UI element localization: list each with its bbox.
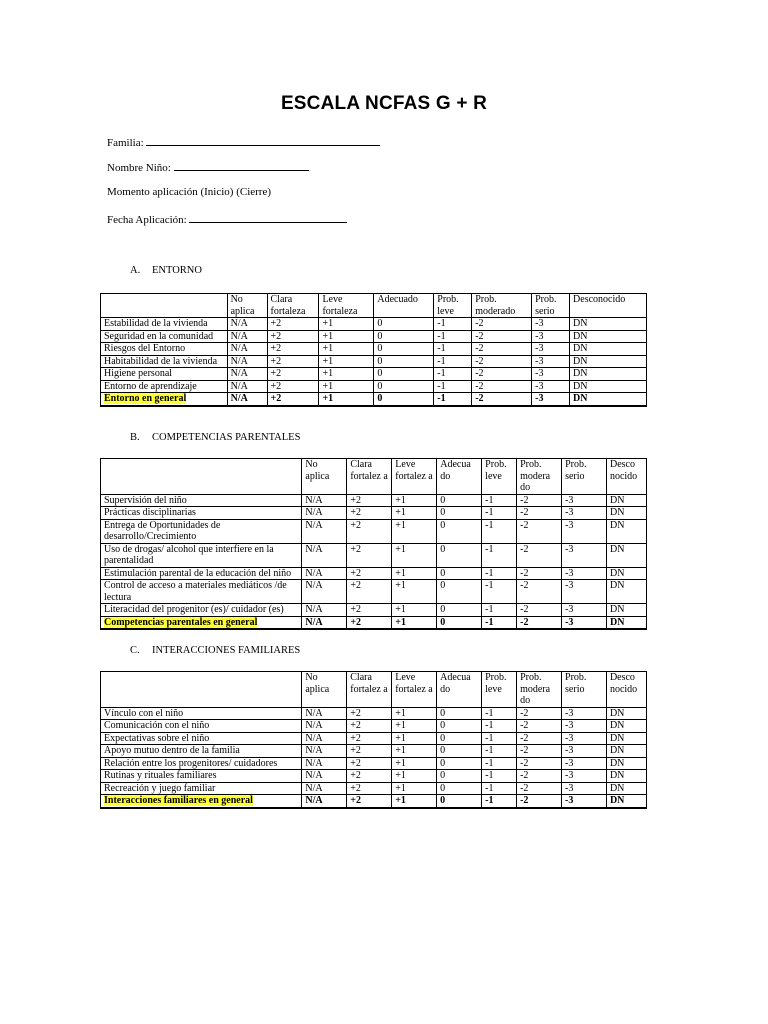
row-label-habitabilidad-de-la-vivienda: Habitabilidad de la vivienda [101,355,228,368]
score-cell-prob-leve[interactable]: -1 [434,368,472,381]
score-cell-prob-moderado[interactable]: -2 [472,318,532,331]
score-cell-prob-leve[interactable]: -1 [482,616,517,629]
score-cell-prob-leve[interactable]: -1 [482,494,517,507]
score-cell-desco-nocido[interactable]: DN [606,616,646,629]
score-cell-desco-nocido[interactable]: DN [606,507,646,520]
score-cell-prob-serio[interactable]: -3 [562,720,607,733]
score-cell-leve-fortaleza[interactable]: +1 [319,380,374,393]
score-cell-clara-fortalez-a[interactable]: +2 [347,616,392,629]
score-cell-desco-nocido[interactable]: DN [606,757,646,770]
score-cell-leve-fortaleza[interactable]: +1 [319,330,374,343]
nombre-blank-line[interactable] [174,160,309,171]
score-cell-leve-fortalez-a[interactable]: +1 [392,519,437,543]
score-cell-clara-fortaleza[interactable]: +2 [267,368,319,381]
score-cell-prob-leve[interactable]: -1 [482,745,517,758]
score-cell-clara-fortalez-a[interactable]: +2 [347,770,392,783]
score-cell-prob-serio[interactable]: -3 [562,770,607,783]
section-a-letter: A. [130,265,141,276]
score-cell-clara-fortaleza[interactable]: +2 [267,318,319,331]
score-cell-prob-modera-do[interactable]: -2 [517,519,562,543]
column-header-no-aplica: No aplica [227,294,267,318]
score-cell-prob-leve[interactable]: -1 [434,355,472,368]
score-cell-prob-serio[interactable]: -3 [562,543,607,567]
score-cell-clara-fortalez-a[interactable]: +2 [347,507,392,520]
column-header-clara-fortalez-a: Clara fortalez a [347,459,392,495]
table-row [101,745,647,758]
row-label-expectativas-sobre-el-nino: Expectativas sobre el niño [101,732,302,745]
header-blank-cell [101,294,228,318]
section-a-heading [130,265,202,276]
table-row [101,770,647,783]
table-row [101,494,647,507]
score-cell-desco-nocido[interactable]: DN [606,795,646,808]
row-label-entorno-de-aprendizaje: Entorno de aprendizaje [101,380,228,393]
score-cell-adecua-do[interactable]: 0 [437,567,482,580]
score-cell-adecua-do[interactable]: 0 [437,604,482,617]
score-cell-adecua-do[interactable]: 0 [437,543,482,567]
score-cell-prob-modera-do[interactable]: -2 [517,580,562,604]
table-row [101,720,647,733]
column-header-prob-leve: Prob. leve [482,459,517,495]
interacciones-table [100,671,647,809]
score-cell-adecua-do[interactable]: 0 [437,745,482,758]
score-cell-adecua-do[interactable]: 0 [437,519,482,543]
score-cell-desco-nocido[interactable]: DN [606,604,646,617]
familia-blank-line[interactable] [146,135,380,146]
score-cell-leve-fortaleza[interactable]: +1 [319,368,374,381]
score-cell-prob-moderado[interactable]: -2 [472,330,532,343]
score-cell-adecuado[interactable]: 0 [374,393,434,406]
score-cell-adecuado[interactable]: 0 [374,343,434,356]
score-cell-prob-serio[interactable]: -3 [562,732,607,745]
score-cell-desco-nocido[interactable]: DN [606,707,646,720]
score-cell-leve-fortalez-a[interactable]: +1 [392,543,437,567]
row-label-vinculo-con-el-nino: Vínculo con el niño [101,707,302,720]
score-cell-prob-modera-do[interactable]: -2 [517,745,562,758]
score-cell-prob-modera-do[interactable]: -2 [517,494,562,507]
score-cell-leve-fortalez-a[interactable]: +1 [392,707,437,720]
score-cell-no-aplica[interactable]: N/A [302,795,347,808]
score-cell-no-aplica[interactable]: N/A [227,318,267,331]
score-cell-prob-serio[interactable]: -3 [562,507,607,520]
table-row [101,343,647,356]
score-cell-adecua-do[interactable]: 0 [437,720,482,733]
score-cell-leve-fortaleza[interactable]: +1 [319,355,374,368]
score-cell-desconocido[interactable]: DN [570,318,647,331]
nombre-field [107,160,309,175]
column-header-desco-nocido: Desco nocido [606,672,646,708]
summary-row [101,393,647,406]
familia-field [107,135,380,150]
row-label-higiene-personal: Higiene personal [101,368,228,381]
column-header-clara-fortalez-a: Clara fortalez a [347,672,392,708]
table-header-row [101,672,647,708]
score-cell-prob-modera-do[interactable]: -2 [517,720,562,733]
score-cell-prob-serio[interactable]: -3 [562,494,607,507]
score-cell-prob-serio[interactable]: -3 [562,707,607,720]
score-cell-no-aplica[interactable]: N/A [302,543,347,567]
score-cell-no-aplica[interactable]: N/A [302,616,347,629]
score-cell-leve-fortalez-a[interactable]: +1 [392,770,437,783]
fecha-blank-line[interactable] [189,212,347,223]
row-label-seguridad-en-la-comunidad: Seguridad en la comunidad [101,330,228,343]
score-cell-clara-fortalez-a[interactable]: +2 [347,745,392,758]
row-label-entrega-de-oportunidades-de-desarrollo-crecimiento: Entrega de Oportunidades de desarrollo/Crecimiento [101,519,302,543]
score-cell-clara-fortalez-a[interactable]: +2 [347,567,392,580]
score-cell-clara-fortalez-a[interactable]: +2 [347,732,392,745]
score-cell-leve-fortalez-a[interactable]: +1 [392,757,437,770]
score-cell-adecuado[interactable]: 0 [374,355,434,368]
score-cell-adecuado[interactable]: 0 [374,380,434,393]
score-cell-leve-fortaleza[interactable]: +1 [319,318,374,331]
header-blank-cell [101,672,302,708]
highlighted-row-label: Entorno en general [104,393,187,404]
score-cell-no-aplica[interactable]: N/A [227,380,267,393]
score-cell-leve-fortalez-a[interactable]: +1 [392,507,437,520]
score-cell-prob-serio[interactable]: -3 [562,580,607,604]
highlighted-row-label: Interacciones familiares en general [104,795,253,806]
column-header-leve-fortalez-a: Leve fortalez a [392,672,437,708]
score-cell-adecua-do[interactable]: 0 [437,507,482,520]
score-cell-prob-leve[interactable]: -1 [482,770,517,783]
score-cell-prob-serio[interactable]: -3 [532,355,570,368]
score-cell-prob-leve[interactable]: -1 [482,580,517,604]
score-cell-prob-modera-do[interactable]: -2 [517,543,562,567]
row-label-interacciones-familiares-en-general [101,795,302,808]
score-cell-prob-serio[interactable]: -3 [562,616,607,629]
row-label-practicas-disciplinarias: Prácticas disciplinarias [101,507,302,520]
score-cell-prob-leve[interactable]: -1 [434,380,472,393]
table-row [101,318,647,331]
section-c-letter: C. [130,645,140,656]
score-cell-leve-fortalez-a[interactable]: +1 [392,720,437,733]
column-header-no-aplica: No aplica [302,459,347,495]
table-row [101,330,647,343]
score-cell-prob-leve[interactable]: -1 [434,343,472,356]
score-cell-desco-nocido[interactable]: DN [606,494,646,507]
entorno-table [100,293,647,407]
score-cell-clara-fortaleza[interactable]: +2 [267,343,319,356]
score-cell-prob-modera-do[interactable]: -2 [517,604,562,617]
score-cell-prob-moderado[interactable]: -2 [472,380,532,393]
score-cell-clara-fortalez-a[interactable]: +2 [347,580,392,604]
column-header-prob-moderado: Prob. moderado [472,294,532,318]
score-cell-prob-serio[interactable]: -3 [562,782,607,795]
score-cell-adecua-do[interactable]: 0 [437,732,482,745]
column-header-leve-fortalez-a: Leve fortalez a [392,459,437,495]
score-cell-desconocido[interactable]: DN [570,355,647,368]
table-row [101,567,647,580]
score-cell-prob-leve[interactable]: -1 [482,732,517,745]
score-cell-desco-nocido[interactable]: DN [606,567,646,580]
score-cell-clara-fortalez-a[interactable]: +2 [347,494,392,507]
familia-label: Familia: [107,137,144,149]
score-cell-no-aplica[interactable]: N/A [302,745,347,758]
score-cell-prob-modera-do[interactable]: -2 [517,507,562,520]
score-cell-leve-fortalez-a[interactable]: +1 [392,732,437,745]
score-cell-prob-leve[interactable]: -1 [482,720,517,733]
score-cell-desconocido[interactable]: DN [570,393,647,406]
score-cell-prob-leve[interactable]: -1 [482,507,517,520]
score-cell-prob-modera-do[interactable]: -2 [517,795,562,808]
score-cell-clara-fortalez-a[interactable]: +2 [347,519,392,543]
score-cell-prob-modera-do[interactable]: -2 [517,782,562,795]
score-cell-prob-leve[interactable]: -1 [482,604,517,617]
page-title: ESCALA NCFAS G + R [280,93,488,114]
summary-row [101,616,647,629]
column-header-prob-serio: Prob. serio [532,294,570,318]
row-label-apoyo-mutuo-dentro-de-la-familia: Apoyo mutuo dentro de la familia [101,745,302,758]
score-cell-prob-leve[interactable]: -1 [482,757,517,770]
score-cell-prob-moderado[interactable]: -2 [472,343,532,356]
column-header-prob-leve: Prob. leve [482,672,517,708]
score-cell-prob-leve[interactable]: -1 [434,318,472,331]
column-header-adecuado: Adecuado [374,294,434,318]
score-cell-desco-nocido[interactable]: DN [606,770,646,783]
score-cell-prob-modera-do[interactable]: -2 [517,567,562,580]
score-cell-adecua-do[interactable]: 0 [437,795,482,808]
row-label-competencias-parentales-en-general [101,616,302,629]
score-cell-prob-modera-do[interactable]: -2 [517,616,562,629]
competencias-table [100,458,647,630]
score-cell-prob-moderado[interactable]: -2 [472,368,532,381]
score-cell-desco-nocido[interactable]: DN [606,543,646,567]
highlighted-row-label: Competencias parentales en general [104,616,258,628]
score-cell-clara-fortaleza[interactable]: +2 [267,330,319,343]
score-cell-prob-modera-do[interactable]: -2 [517,757,562,770]
score-cell-prob-leve[interactable]: -1 [482,782,517,795]
score-cell-desco-nocido[interactable]: DN [606,519,646,543]
fecha-label: Fecha Aplicación: [107,214,187,226]
score-cell-desconocido[interactable]: DN [570,380,647,393]
column-header-desco-nocido: Desco nocido [606,459,646,495]
score-cell-desconocido[interactable]: DN [570,368,647,381]
column-header-prob-serio: Prob. serio [562,672,607,708]
section-c-title: INTERACCIONES FAMILIARES [152,645,301,656]
score-cell-adecuado[interactable]: 0 [374,318,434,331]
score-cell-prob-serio[interactable]: -3 [532,318,570,331]
score-cell-leve-fortalez-a[interactable]: +1 [392,616,437,629]
score-cell-prob-serio[interactable]: -3 [562,757,607,770]
header-blank-cell [101,459,302,495]
row-label-entorno-en-general [101,393,228,406]
score-cell-prob-leve[interactable]: -1 [434,330,472,343]
score-cell-adecua-do[interactable]: 0 [437,616,482,629]
summary-row [101,795,647,808]
score-cell-adecua-do[interactable]: 0 [437,494,482,507]
table-row [101,782,647,795]
score-cell-no-aplica[interactable]: N/A [302,519,347,543]
table-row [101,604,647,617]
score-cell-leve-fortalez-a[interactable]: +1 [392,494,437,507]
column-header-prob-leve: Prob. leve [434,294,472,318]
score-cell-clara-fortalez-a[interactable]: +2 [347,543,392,567]
section-b-title: COMPETENCIAS PARENTALES [152,432,301,443]
score-cell-prob-modera-do[interactable]: -2 [517,770,562,783]
score-cell-prob-leve[interactable]: -1 [434,393,472,406]
score-cell-prob-serio[interactable]: -3 [532,343,570,356]
column-header-leve-fortaleza: Leve fortaleza [319,294,374,318]
table-row [101,580,647,604]
score-cell-adecua-do[interactable]: 0 [437,782,482,795]
row-label-estabilidad-de-la-vivienda: Estabilidad de la vivienda [101,318,228,331]
table-header-row [101,294,647,318]
score-cell-desco-nocido[interactable]: DN [606,782,646,795]
column-header-adecua-do: Adecua do [437,459,482,495]
score-cell-leve-fortalez-a[interactable]: +1 [392,580,437,604]
row-label-supervision-del-nino: Supervisión del niño [101,494,302,507]
table-row [101,380,647,393]
score-cell-prob-leve[interactable]: -1 [482,567,517,580]
score-cell-clara-fortaleza[interactable]: +2 [267,355,319,368]
score-cell-adecua-do[interactable]: 0 [437,770,482,783]
column-header-adecua-do: Adecua do [437,672,482,708]
score-cell-desco-nocido[interactable]: DN [606,720,646,733]
momento-field [107,185,271,199]
score-cell-clara-fortalez-a[interactable]: +2 [347,782,392,795]
score-cell-no-aplica[interactable]: N/A [302,604,347,617]
table-row [101,732,647,745]
score-cell-leve-fortalez-a[interactable]: +1 [392,604,437,617]
row-label-literacidad-del-progenitor-es-cuidador-es: Literacidad del progenitor (es)/ cuidador (es) [101,604,302,617]
score-cell-prob-moderado[interactable]: -2 [472,393,532,406]
score-cell-prob-serio[interactable]: -3 [562,519,607,543]
row-label-recreacion-y-juego-familiar: Recreación y juego familiar [101,782,302,795]
row-label-control-de-acceso-a-materiales-mediaticos-de-lectura: Control de acceso a materiales mediáticos /de lectura [101,580,302,604]
score-cell-prob-modera-do[interactable]: -2 [517,732,562,745]
score-cell-prob-serio[interactable]: -3 [562,795,607,808]
score-cell-leve-fortaleza[interactable]: +1 [319,343,374,356]
table-row [101,355,647,368]
score-cell-prob-serio[interactable]: -3 [532,330,570,343]
score-cell-no-aplica[interactable]: N/A [302,567,347,580]
score-cell-adecuado[interactable]: 0 [374,330,434,343]
score-cell-clara-fortalez-a[interactable]: +2 [347,604,392,617]
score-cell-desconocido[interactable]: DN [570,330,647,343]
score-cell-prob-serio[interactable]: -3 [562,604,607,617]
score-cell-prob-leve[interactable]: -1 [482,519,517,543]
score-cell-leve-fortalez-a[interactable]: +1 [392,745,437,758]
score-cell-leve-fortaleza[interactable]: +1 [319,393,374,406]
score-cell-desco-nocido[interactable]: DN [606,732,646,745]
score-cell-prob-moderado[interactable]: -2 [472,355,532,368]
row-label-rutinas-y-rituales-familiares: Rutinas y rituales familiares [101,770,302,783]
section-b-heading [130,432,300,443]
score-cell-no-aplica[interactable]: N/A [227,368,267,381]
score-cell-clara-fortaleza[interactable]: +2 [267,380,319,393]
score-cell-clara-fortaleza[interactable]: +2 [267,393,319,406]
score-cell-no-aplica[interactable]: N/A [227,393,267,406]
row-label-comunicacion-con-el-nino: Comunicación con el niño [101,720,302,733]
score-cell-clara-fortalez-a[interactable]: +2 [347,795,392,808]
score-cell-desco-nocido[interactable]: DN [606,580,646,604]
fecha-field [107,212,347,227]
row-label-estimulacion-parental-de-la-educacion-del-nino: Estimulación parental de la educación del niño [101,567,302,580]
table-header-row [101,459,647,495]
table-row [101,757,647,770]
score-cell-leve-fortalez-a[interactable]: +1 [392,782,437,795]
score-cell-prob-leve[interactable]: -1 [482,543,517,567]
score-cell-adecua-do[interactable]: 0 [437,757,482,770]
score-cell-prob-modera-do[interactable]: -2 [517,707,562,720]
score-cell-prob-serio[interactable]: -3 [562,567,607,580]
score-cell-prob-serio[interactable]: -3 [532,393,570,406]
score-cell-adecua-do[interactable]: 0 [437,707,482,720]
column-header-prob-modera-do: Prob. modera do [517,672,562,708]
score-cell-no-aplica[interactable]: N/A [302,494,347,507]
score-cell-no-aplica[interactable]: N/A [302,732,347,745]
column-header-clara-fortaleza: Clara fortaleza [267,294,319,318]
section-a-title: ENTORNO [152,265,202,276]
column-header-prob-modera-do: Prob. modera do [517,459,562,495]
score-cell-leve-fortalez-a[interactable]: +1 [392,567,437,580]
column-header-no-aplica: No aplica [302,672,347,708]
section-b-letter: B. [130,432,140,443]
score-cell-no-aplica[interactable]: N/A [302,580,347,604]
table-row [101,543,647,567]
score-cell-desconocido[interactable]: DN [570,343,647,356]
score-cell-no-aplica[interactable]: N/A [302,507,347,520]
score-cell-no-aplica[interactable]: N/A [302,782,347,795]
row-label-uso-de-drogas-alcohol-que-interfiere-en-la-parentalidad: Uso de drogas/ alcohol que interfiere en la parentalidad [101,543,302,567]
score-cell-prob-serio[interactable]: -3 [562,745,607,758]
score-cell-no-aplica[interactable]: N/A [227,355,267,368]
score-cell-leve-fortalez-a[interactable]: +1 [392,795,437,808]
column-header-prob-serio: Prob. serio [562,459,607,495]
momento-label: Momento aplicación (Inicio) (Cierre) [107,186,272,198]
score-cell-prob-leve[interactable]: -1 [482,707,517,720]
score-cell-no-aplica[interactable]: N/A [302,707,347,720]
section-c-heading [130,645,300,656]
score-cell-clara-fortalez-a[interactable]: +2 [347,757,392,770]
score-cell-clara-fortalez-a[interactable]: +2 [347,720,392,733]
score-cell-prob-leve[interactable]: -1 [482,795,517,808]
score-cell-no-aplica[interactable]: N/A [227,330,267,343]
score-cell-prob-serio[interactable]: -3 [532,368,570,381]
score-cell-no-aplica[interactable]: N/A [302,757,347,770]
score-cell-prob-serio[interactable]: -3 [532,380,570,393]
score-cell-no-aplica[interactable]: N/A [302,720,347,733]
score-cell-no-aplica[interactable]: N/A [227,343,267,356]
column-header-desconocido: Desconocido [570,294,647,318]
score-cell-no-aplica[interactable]: N/A [302,770,347,783]
score-cell-adecua-do[interactable]: 0 [437,580,482,604]
row-label-relacion-entre-los-progenitores-cuidadores: Relación entre los progenitores/ cuidadores [101,757,302,770]
score-cell-adecuado[interactable]: 0 [374,368,434,381]
table-row [101,507,647,520]
score-cell-desco-nocido[interactable]: DN [606,745,646,758]
table-row [101,368,647,381]
table-row [101,707,647,720]
row-label-riesgos-del-entorno: Riesgos del Entorno [101,343,228,356]
nombre-label: Nombre Niño: [107,162,171,174]
table-row [101,519,647,543]
score-cell-clara-fortalez-a[interactable]: +2 [347,707,392,720]
